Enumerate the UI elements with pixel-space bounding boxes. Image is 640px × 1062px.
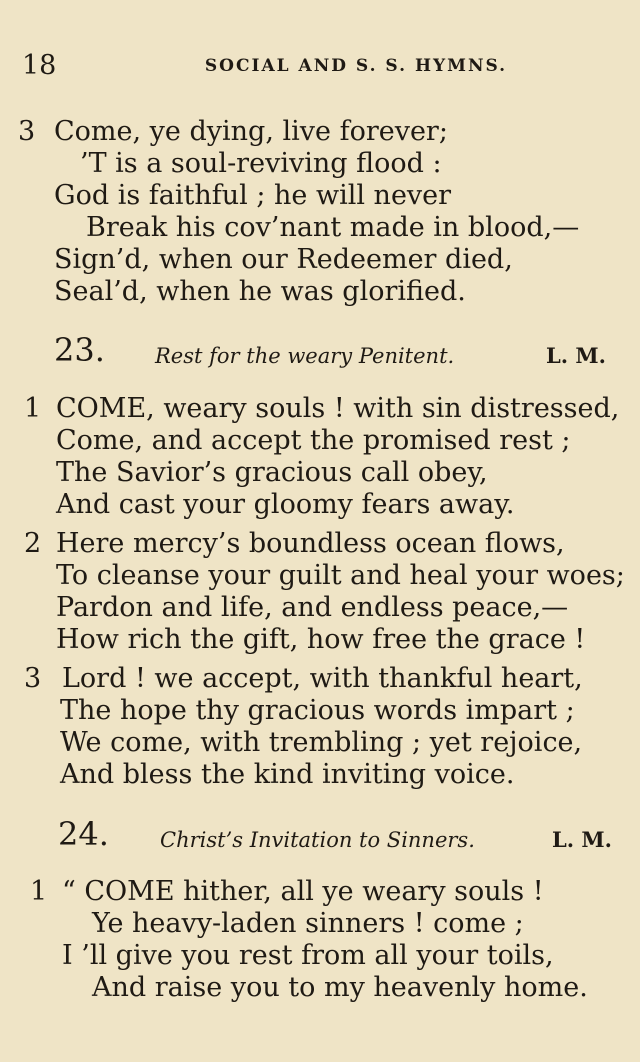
verse-number: 3	[18, 116, 36, 147]
verse-line: COME, weary souls ! with sin distressed,	[56, 393, 620, 424]
verse-line: I ’ll give you rest from all your toils,	[62, 940, 554, 971]
verse-line: The hope thy gracious words impart ;	[60, 695, 575, 726]
verse-line: Sign’d, when our Redeemer died,	[54, 244, 513, 275]
verse-line: And cast your gloomy fears away.	[56, 489, 515, 520]
verse-line: Lord ! we accept, with thankful heart,	[62, 663, 583, 694]
page-header	[22, 50, 620, 82]
verse-line: Here mercy’s boundless ocean flows,	[56, 528, 565, 559]
verse-line: Pardon and life, and endless peace,—	[56, 592, 569, 623]
verse-number: 2	[24, 528, 42, 559]
hymn-meter: L. M.	[546, 343, 606, 368]
hymn-number: 23.	[54, 331, 105, 369]
verse-line: We come, with trembling ; yet rejoice,	[60, 727, 583, 758]
verse-line: To cleanse your guilt and heal your woes;	[56, 560, 625, 591]
verse-line: “ COME hither, all ye weary souls !	[62, 876, 544, 907]
hymn-number: 24.	[58, 815, 109, 853]
verse-line: And bless the kind inviting voice.	[60, 759, 515, 790]
hymn-title: Rest for the weary Penitent.	[155, 344, 455, 368]
verse-number: 1	[30, 876, 48, 907]
hymn-title: Christ’s Invitation to Sinners.	[160, 828, 475, 852]
hymn-meter: L. M.	[552, 827, 612, 852]
verse-line: Come, ye dying, live forever;	[54, 116, 448, 147]
verse-line: The Savior’s gracious call obey,	[56, 457, 488, 488]
verse-line: ’T is a soul-reviving flood :	[80, 148, 442, 179]
verse-line: How rich the gift, how free the grace !	[56, 624, 586, 655]
verse-number: 1	[24, 393, 42, 424]
running-title: SOCIAL AND S. S. HYMNS.	[204, 56, 508, 76]
page-number: 18	[22, 50, 57, 81]
verse-number: 3	[24, 663, 42, 694]
verse-line: And raise you to my heavenly home.	[92, 972, 588, 1003]
verse-line: Seal’d, when he was glorified.	[54, 276, 466, 307]
verse-line: Ye heavy-laden sinners ! come ;	[92, 908, 524, 939]
verse-line: Break his cov’nant made in blood,—	[86, 212, 580, 243]
verse-line: Come, and accept the promised rest ;	[56, 425, 571, 456]
verse-line: God is faithful ; he will never	[54, 180, 452, 211]
